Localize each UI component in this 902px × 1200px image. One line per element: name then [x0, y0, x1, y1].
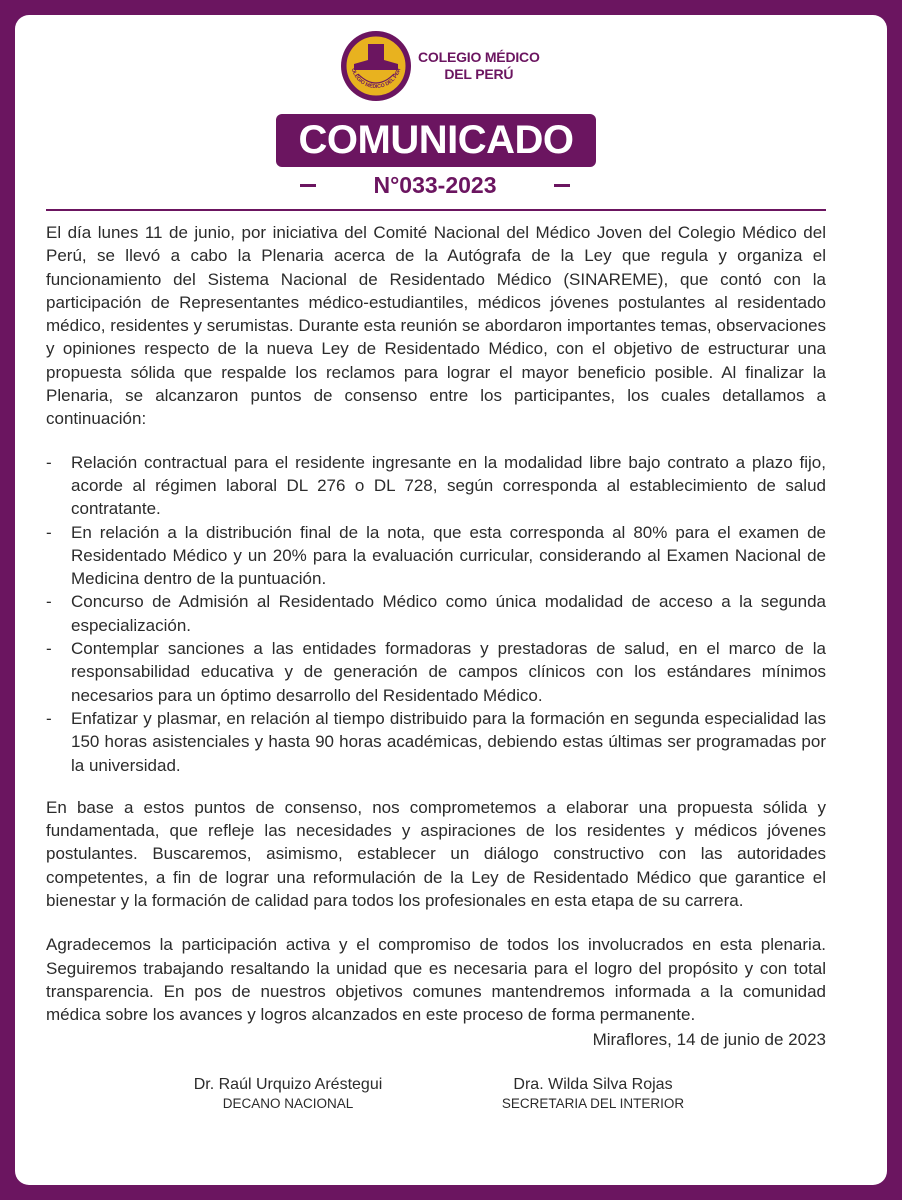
header-divider: [46, 209, 826, 211]
signatory-1: [170, 1075, 406, 1113]
page-title: COMUNICADO: [276, 114, 596, 167]
consensus-points-list: [46, 451, 826, 777]
signatory-name: Dra. Wilda Silva Rojas: [513, 1076, 673, 1093]
communique-number: N°033-2023: [373, 171, 497, 198]
commitment-paragraph: En base a estos puntos de consenso, nos comprometemos a elaborar una propuesta sólida y fundamentada, que refleje las necesidades y aspiraciones de los residentes y médicos jóvenes postulantes. Buscaremos, asimismo, establecer un diálogo constructivo con las autoridades competentes, a fin de lograr una reformulación de la Ley de Residentado Médico que garantice el bienestar y la formación de calidad para todos los profesionales en esta etapa de su carrera.: [46, 797, 826, 911]
list-item: - Relación contractual para el residente ingresante en la modalidad libre bajo contrato a plazo fijo, acorde al régimen laboral DL 276 o DL 728, según corresponda al establecimiento de salud contratante.: [46, 451, 826, 521]
intro-paragraph: El día lunes 11 de junio, por iniciativa del Comité Nacional del Médico Joven del Colegio Médico del Perú, se llevó a cabo la Plenaria acerca de la Autógrafa de la Ley que regula y organiza el funcionamiento del Sistema Nacional de Residentado Médico (SINAREME), que contó con la participación de Representantes médico-estudiantiles, médicos jóvenes postulantes al residentado médico, residentes y serumistas. Durante esta reunión se abordaron importantes temas, observaciones y opiniones respecto de la nueva Ley de Residentado Médico, con el objetivo de estructurar una propuesta sólida que respalde los reclamos para lograr el mayor beneficio posible. Al finalizar la Plenaria, se alcanzaron puntos de consenso entre los participantes, los cuales detallamos a continuación:: [46, 223, 826, 429]
right-dash: [554, 184, 570, 187]
logo-text-line1: COLEGIO MÉDICO: [418, 49, 540, 65]
list-item: - Enfatizar y plasmar, en relación al tiempo distribuido para la formación en segunda especialidad las 150 horas asistenciales y hasta 90 horas académicas, debiendo estas últimas ser programadas por la universidad.: [46, 707, 826, 777]
logo-text-line2: DEL PERÚ: [444, 66, 514, 82]
colegio-medico-seal-icon: [340, 30, 412, 102]
signatory-role: DECANO NACIONAL: [222, 1096, 354, 1111]
header-logo: [340, 30, 540, 102]
communique-number-row: [300, 170, 570, 200]
signatory-name: Dr. Raúl Urquizo Aréstegui: [193, 1076, 383, 1093]
logo-wordmark: [418, 49, 540, 83]
list-item: - Contemplar sanciones a las entidades formadoras y prestadoras de salud, en el marco de la responsabilidad educativa y de generación de campos clínicos con los estándares mínimos necesarios para un óptimo desarrollo del Residentado Médico.: [46, 637, 826, 707]
left-dash: [300, 184, 316, 187]
seal-text: OLEGIO MÉDICO DEL PER: [349, 67, 403, 91]
list-item: - En relación a la distribución final de la nota, que esta corresponda al 80% para el examen de Residentado Médico y un 20% para la evaluación curricular, considerando al Examen Nacional de Medicina dentro de la puntuación.: [46, 521, 826, 591]
list-item: - Concurso de Admisión al Residentado Médico como única modalidad de acceso a la segunda especialización.: [46, 590, 826, 637]
signatory-role: SECRETARIA DEL INTERIOR: [501, 1096, 685, 1111]
document-body: [46, 221, 826, 1027]
thanks-paragraph: Agradecemos la participación activa y el compromiso de todos los involucrados en esta plenaria. Seguiremos trabajando resaltando la unidad que es necesaria para el logro del propósito y con total transparencia. En pos de nuestros objetivos comunes mantendremos informada a la comunidad médica sobre los avances y logros alcanzados en este proceso de forma permanente.: [46, 935, 826, 1025]
document-date: Miraflores, 14 de junio de 2023: [592, 1030, 826, 1049]
signatory-2: [478, 1075, 708, 1113]
